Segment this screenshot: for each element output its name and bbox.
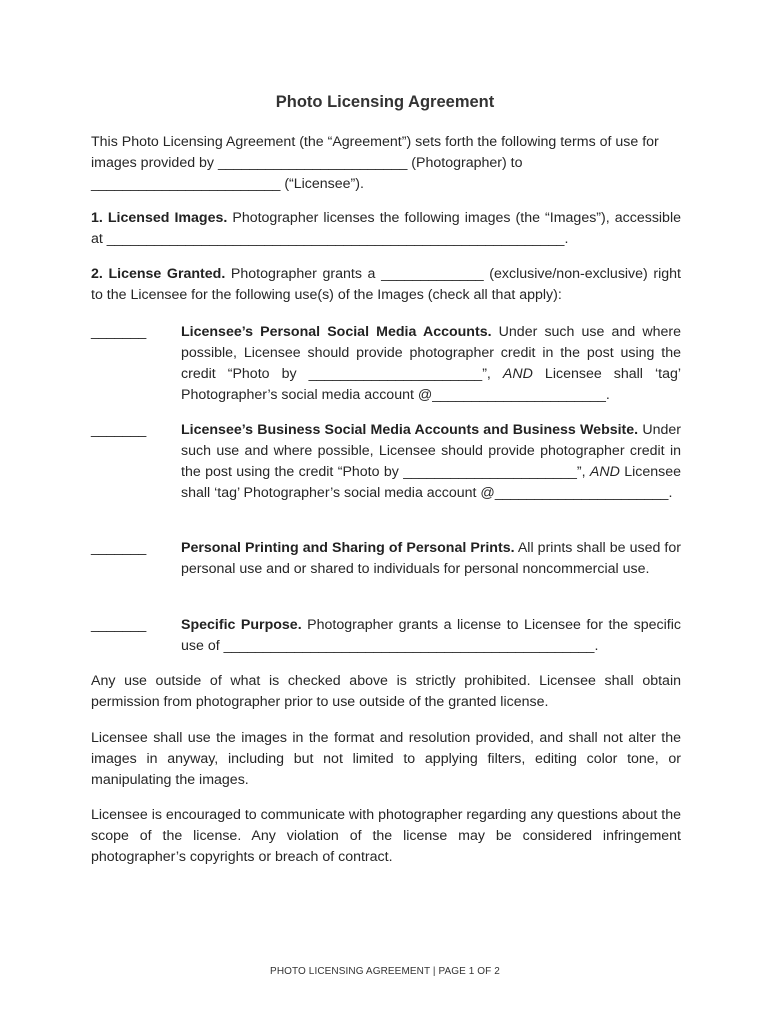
- section-1-end: .: [564, 231, 569, 247]
- option-1-text-2: ”,: [482, 366, 503, 382]
- option-3-heading: Personal Printing and Sharing of Personal Prints.: [181, 540, 515, 556]
- licensee-name-blank[interactable]: ________________________: [91, 176, 281, 192]
- option-4-heading: Specific Purpose.: [181, 617, 302, 633]
- intro-text-2: (Photographer) to: [407, 155, 523, 171]
- option-1-text-1: Under such use and where possible, Licensee should provide photographer credit in the post using the credit “Photo by: [181, 324, 681, 382]
- option-3-body: [181, 538, 681, 580]
- paragraph-prohibited-use: Any use outside of what is checked above is strictly prohibited. Licensee shall obtain permission from photographer prior to use outside of the granted license.: [91, 673, 681, 710]
- option-4-end: .: [594, 638, 599, 654]
- option-2-body: [181, 420, 681, 504]
- option-2-and: AND: [589, 464, 620, 480]
- option-4-specific-use-blank[interactable]: _______________________________________________: [223, 638, 595, 654]
- option-1-text-3: Licensee shall ‘tag’ Photographer’s social media account @: [181, 366, 682, 403]
- option-3-text-1: All prints shall be used for personal use and or shared to individuals for personal noncommercial use.: [181, 540, 681, 577]
- option-3-checkbox-blank[interactable]: _______: [91, 540, 147, 556]
- option-1-end: .: [605, 387, 610, 403]
- option-2-text-3: Licensee shall ‘tag’ Photographer’s social media account @: [181, 464, 682, 501]
- option-1-photo-credit-blank[interactable]: ______________________: [308, 366, 483, 382]
- option-1-heading: Licensee’s Personal Social Media Accounts.: [181, 324, 492, 340]
- option-2-account-blank[interactable]: ______________________: [494, 485, 669, 501]
- option-4-text-1: Photographer grants a license to Licensee for the specific use of: [181, 617, 681, 654]
- option-2-checkbox-blank[interactable]: _______: [91, 422, 147, 438]
- intro-paragraph: [91, 132, 681, 195]
- option-4-checkbox-blank[interactable]: _______: [91, 617, 147, 633]
- option-2-end: .: [668, 485, 673, 501]
- option-4-body: [181, 615, 681, 657]
- section-licensed-images: [91, 208, 681, 250]
- images-location-blank[interactable]: __________________________________________________________: [106, 231, 565, 247]
- option-1-checkbox-blank[interactable]: _______: [91, 324, 147, 340]
- document-title: Photo Licensing Agreement: [275, 93, 495, 111]
- section-1-text: Photographer licenses the following images (the “Images”), accessible at: [91, 210, 681, 247]
- option-2-photo-credit-blank[interactable]: ______________________: [403, 464, 577, 480]
- section-2-heading: 2. License Granted.: [91, 266, 226, 282]
- section-1-heading: 1. Licensed Images.: [91, 210, 228, 226]
- option-1-body: [181, 322, 681, 406]
- page-footer: PHOTO LICENSING AGREEMENT | PAGE 1 OF 2: [270, 966, 500, 977]
- option-2-text-2: ”,: [576, 464, 590, 480]
- license-type-blank[interactable]: _____________: [381, 266, 484, 282]
- section-2-text-2: (exclusive/non-exclusive) right to the Licensee for the following use(s) of the Images (check all that apply):: [91, 266, 681, 303]
- section-license-granted: [91, 264, 681, 306]
- option-2-text-1: Under such use and where possible, Licensee should provide photographer credit in the post using the credit “Photo by: [181, 422, 681, 480]
- photographer-name-blank[interactable]: ________________________: [217, 155, 408, 171]
- option-1-and: AND: [502, 366, 533, 382]
- paragraph-format-resolution: Licensee shall use the images in the format and resolution provided, and shall not alter the images in anyway, including but not limited to applying filters, editing color tone, or manipulating the images.: [91, 730, 681, 788]
- intro-text-3: (“Licensee”).: [280, 176, 364, 192]
- intro-text-1: This Photo Licensing Agreement (the “Agreement”) sets forth the following terms of use for images provided by: [91, 134, 659, 171]
- option-2-heading: Licensee’s Business Social Media Accounts and Business Website.: [181, 422, 639, 438]
- paragraph-questions: Licensee is encouraged to communicate with photographer regarding any questions about the scope of the license. Any violation of the license may be considered infringement photographer’s copyrights or breach of contract.: [91, 807, 681, 865]
- section-2-text-1: Photographer grants a: [225, 266, 382, 282]
- option-1-account-blank[interactable]: ______________________: [432, 387, 606, 403]
